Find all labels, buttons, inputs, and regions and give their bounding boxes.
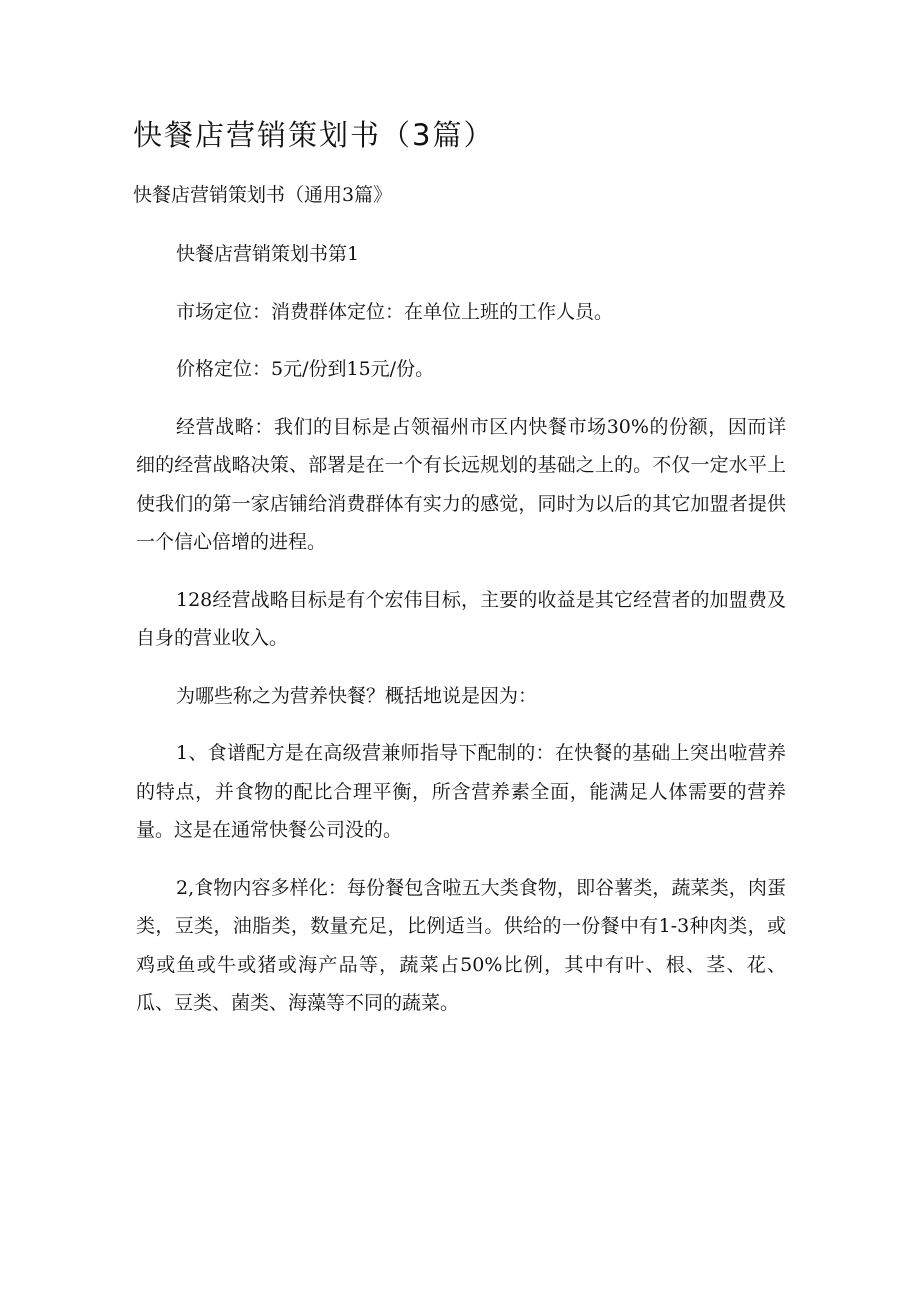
paragraph-point-2: 2,食物内容多样化：每份餐包含啦五大类食物，即谷薯类，蔬菜类，肉蛋类，豆类，油脂类，数量充足，比例适当。供给的一份餐中有1-3种肉类，或鸡或鱼或牛或猪或海产品等，蔬菜占50%比例，其中有叶、根、茎、花、瓜、豆类、菌类、海藻等不同的蔬菜。 [136,876,786,1014]
paragraph-business-strategy: 经营战略：我们的目标是占领福州市区内快餐市场30%的份额，因而详细的经营战略决策、部署是在一个有长远规划的基础之上的。不仅一定水平上使我们的第一家店铺给消费群体有实力的感觉，同时为以后的其它加盟者提供一个信心倍增的进程。 [136,415,786,553]
document-body [136,235,786,1042]
paragraph-strategy-goal: 128经营战略目标是有个宏伟目标，主要的收益是其它经营者的加盟费及自身的营业收入。 [136,588,786,649]
paragraph-nutrition-question: 为哪些称之为营养快餐？概括地说是因为： [176,684,538,707]
document-title: 快餐店营销策划书（3篇） [133,118,495,152]
paragraph-market-position: 市场定位：消费群体定位：在单位上班的工作人员。 [176,300,614,323]
paragraph-point-1: 1、食谱配方是在高级营兼师指导下配制的：在快餐的基础上突出啦营养的特点，并食物的配比合理平衡，所含营养素全面，能满足人体需要的营养量。这是在通常快餐公司没的。 [136,742,786,841]
paragraph-price-position: 价格定位：5元/份到15元/份。 [176,358,435,380]
paragraph-section-heading: 快餐店营销策划书第1 [176,243,360,265]
document-subtitle: 快餐店营销策划书（通用3篇》 [133,184,393,206]
